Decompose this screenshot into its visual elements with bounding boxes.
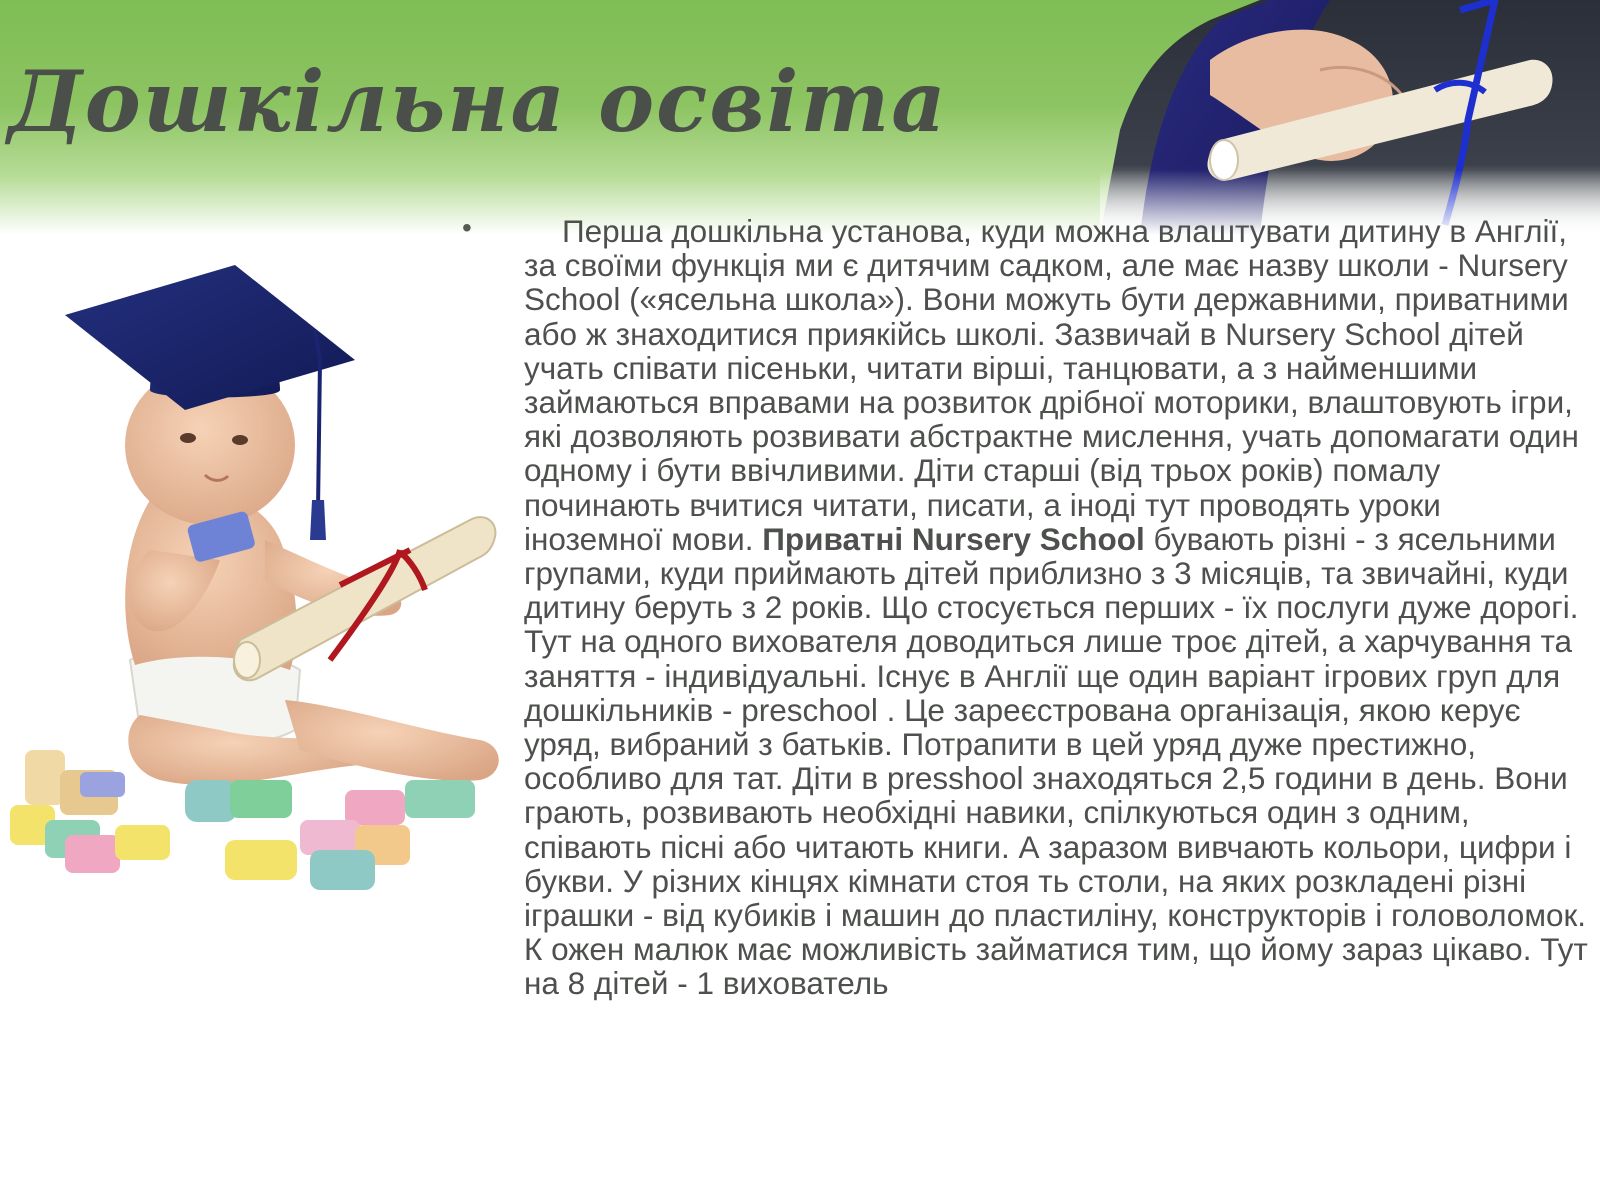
body-text-part1: Перша дошкільна установа, куди можна влаштувати дитину в Англії, за своїми функція ми є дитячим садком, але має назву школи - Nursery School («ясельна школа»). Вони можуть бути державними, приватними або ж знаходитися приякійсь школі. Зазвичай в Nursery School дітей учать співати пісеньки, читати вірші, танцювати, а з найменшими займаються вправами на розвиток дрібної моторики, влаштовують ігри, які дозволяють розвивати абстрактне мислення, учать допомагати один одному і бути ввічливими. Діти старші (від трьох років) помалу починають вчитися читати, писати, а іноді тут проводять уроки іноземної мови. xyxy=(524,213,1579,557)
body-text-part2: бувають різні - з ясельними групами, куди приймають дітей приблизно з 3 місяців, та звичайні, куди дитину беруть з 2 років. Що стосується перших - їх послуги дуже дорогі. Тут на одного вихователя доводиться лише троє дітей, а харчування та заняття - індивідуальні. Існує в Англії ще один варіант ігрових груп для дошкільників - preschool . Це зареєстрована організація, якою керує уряд, вибраний з батьків. Потрапити в цей уряд дуже престижно, особливо для тат. Діти в presshool знаходяться 2,5 години в день. Вони грають, розвивають необхідні навики, спілкуються один з одним, співають пісні або читають книги. А заразом вивчають кольори, цифри і букви. У різних кінцях кімнати стоя ть столи, на яких розкладені різні іграшки - від кубиків і машин до пластиліну, конструкторів і головоломок. К ожен малюк має можливість займатися тим, що йому зараз цікаво. Тут на 8 дітей - 1 вихователь xyxy=(524,520,1588,1002)
bullet-point: • xyxy=(462,212,472,243)
slide-title: Дошкільна освіта xyxy=(8,52,948,151)
body-text-emphasis: Приватні Nursery School xyxy=(762,520,1145,557)
baby-graduate-photo xyxy=(0,260,520,900)
graduate-diploma-photo xyxy=(1100,0,1600,235)
body-paragraph xyxy=(524,214,1588,1001)
